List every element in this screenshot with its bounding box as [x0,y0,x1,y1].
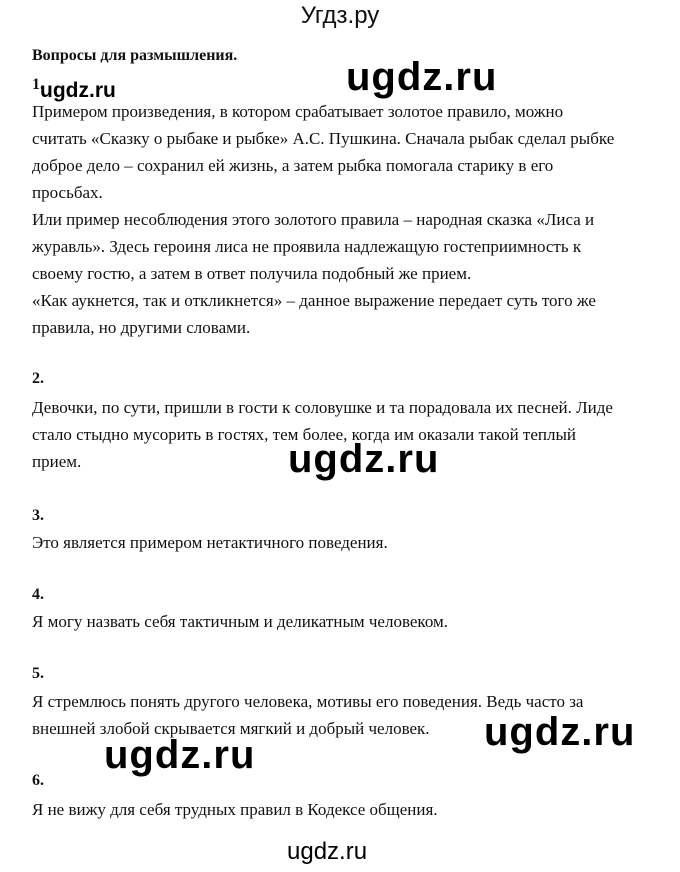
text-line: доброе дело – сохранил ей жизнь, а затем рыбка помогала старику в его [32,156,554,175]
answer-number-1: 1. [32,76,44,93]
text-line: Я стремлюсь понять другого человека, мотивы его поведения. Ведь часто за [32,692,584,711]
text-line: Примером произведения, в котором срабатывает золотое правило, можно [32,102,564,121]
watermark: ugdz.ru [288,437,440,481]
text-line: прием. [32,452,82,471]
answer-number-3: 3. [32,507,44,524]
answer-text-4 [32,608,652,635]
text-line: правила, но другими словами. [32,318,251,337]
site-title: Угдз.ру [300,2,380,29]
text-line: внешней злобой скрывается мягкий и добрый человек. [32,719,430,738]
text-line: журавль». Здесь героиня лиса не проявила надлежащую гостеприимность к [32,237,582,256]
text-line: считать «Сказку о рыбаке и рыбке» А.С. Пушкина. Сначала рыбак сделал рыбке [32,129,615,148]
text-line: Я не вижу для себя трудных правил в Кодексе общения. [32,800,438,819]
answer-number-2: 2. [32,370,44,387]
watermark: ugdz.ru [484,710,636,754]
watermark: ugdz.ru [40,79,116,102]
watermark: ugdz.ru [287,838,368,865]
answer-number-4: 4. [32,586,44,603]
text-line: Это является примером нетактичного поведения. [32,533,388,552]
answer-text-6 [32,796,652,823]
answer-number-5: 5. [32,665,44,682]
answer-text-1 [32,98,652,341]
answer-number-6: 6. [32,772,44,789]
section-heading: Вопросы для размышления. [32,47,238,64]
text-line: Девочки, по сути, пришли в гости к соловушке и та порадовала их песней. Лиде [32,398,613,417]
text-line: «Как аукнется, так и откликнется» – данное выражение передает суть того же [32,291,596,310]
watermark: ugdz.ru [104,733,256,777]
text-line: Я могу назвать себя тактичным и деликатным человеком. [32,612,449,631]
answer-text-3 [32,529,652,556]
text-line: своему гостю, а затем в ответ получила подобный же прием. [32,264,472,283]
text-line: просьбах. [32,183,103,202]
watermark: ugdz.ru [346,55,498,99]
text-line: Или пример несоблюдения этого золотого правила – народная сказка «Лиса и [32,210,595,229]
text-line: стало стыдно мусорить в гостях, тем более, когда им оказали такой теплый [32,425,576,444]
